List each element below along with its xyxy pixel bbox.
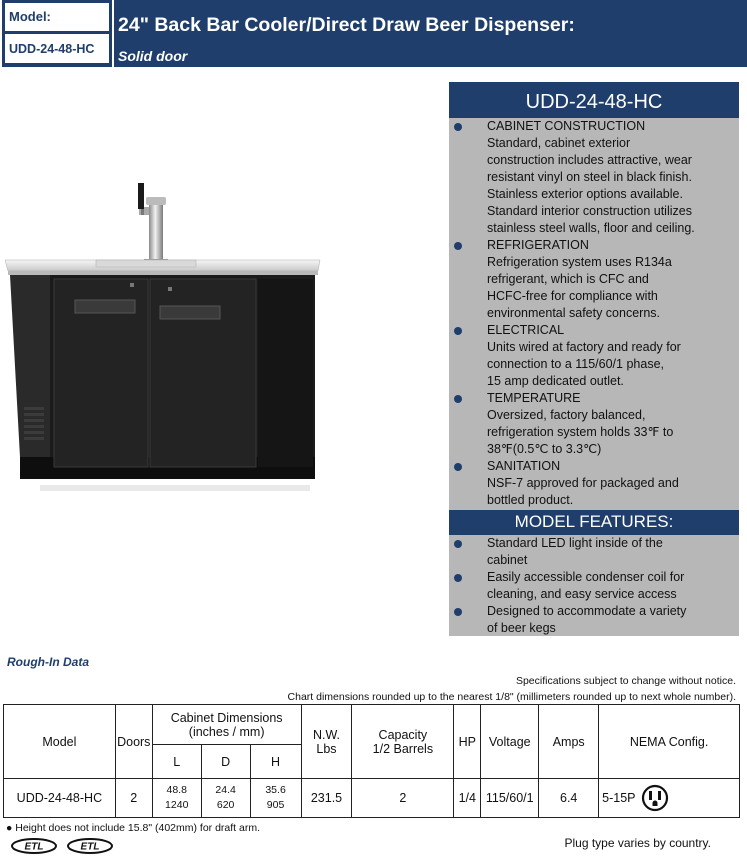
section-title: CABINET CONSTRUCTION — [487, 119, 646, 133]
bullet-icon — [454, 463, 462, 471]
note-rounding: Chart dimensions rounded up to the nearest 1/8" (millimeters rounded up to next whole number). — [287, 691, 736, 703]
cell-height-in: 35.6 — [265, 784, 286, 796]
section-line: 38℉(0.5℃ to 3.3℃) — [487, 442, 602, 456]
bullet-icon — [454, 242, 462, 250]
section-line: Stainless exterior options available. — [487, 187, 683, 201]
section-line: environmental safety concerns. — [487, 306, 661, 320]
section-line: refrigerant, which is CFC and — [487, 272, 649, 286]
feature-item — [449, 603, 739, 637]
header-model: Model — [4, 705, 116, 779]
draft-tower — [138, 183, 168, 267]
section-title: ELECTRICAL — [487, 323, 565, 337]
bullet-icon — [454, 327, 462, 335]
section-line: Standard, cabinet exterior — [487, 136, 631, 150]
rough-in-heading: Rough-In Data — [7, 655, 89, 669]
header-doors: Doors — [115, 705, 152, 779]
rough-in-table — [3, 704, 740, 818]
note-spec-change: Specifications subject to change without notice. — [515, 675, 736, 687]
etl-logo-icon — [66, 838, 114, 854]
cell-capacity: 2 — [352, 779, 454, 818]
model-value: UDD-24-48-HC — [5, 34, 109, 63]
header-cabinet-dimensions — [152, 705, 301, 745]
spec-sections — [449, 118, 739, 509]
header-d: D — [201, 745, 250, 779]
spec-section-temperature — [449, 390, 739, 458]
header-capacity-line2: 1/2 Barrels — [372, 741, 434, 756]
page-subtitle: Solid door — [118, 48, 188, 64]
door-left — [54, 279, 148, 467]
section-title: REFRIGERATION — [487, 238, 589, 252]
section-title: SANITATION — [487, 459, 561, 473]
spec-panel — [449, 82, 739, 636]
feature-item — [449, 569, 739, 603]
cell-height-mm: 905 — [266, 799, 285, 811]
page-title: 24" Back Bar Cooler/Direct Draw Beer Dispenser: — [118, 14, 575, 36]
cell-voltage: 115/60/1 — [481, 779, 539, 818]
cell-doors: 2 — [115, 779, 152, 818]
bullet-icon — [454, 123, 462, 131]
header-nw — [301, 705, 352, 779]
cell-height — [250, 779, 301, 818]
cell-length-in: 48.8 — [166, 784, 187, 796]
spec-section-electrical — [449, 322, 739, 390]
header-capacity-line1: Capacity — [378, 727, 428, 742]
header-hp: HP — [454, 705, 481, 779]
section-title: TEMPERATURE — [487, 391, 581, 405]
header-nw-line1: N.W. — [312, 727, 341, 742]
feature-list — [449, 535, 739, 637]
bullet-icon — [454, 608, 462, 616]
certification-logos — [10, 838, 114, 854]
spec-section-refrigeration — [449, 237, 739, 322]
bullet-icon — [454, 540, 462, 548]
header-nw-line2: Lbs — [316, 741, 337, 756]
cell-depth — [201, 779, 250, 818]
section-line: Standard interior construction utilizes — [487, 204, 692, 218]
nema-value: 5-15P — [602, 791, 636, 805]
section-line: Units wired at factory and ready for — [487, 340, 681, 354]
cell-nema — [599, 779, 740, 818]
model-label: Model: — [5, 3, 109, 31]
section-line: 15 amp dedicated outlet. — [487, 374, 624, 388]
header-cabinet-dim-line2: (inches / mm) — [188, 724, 265, 739]
table-header-row — [4, 705, 740, 745]
section-line: connection to a 115/60/1 phase, — [487, 357, 664, 371]
plug-outlet-icon — [641, 784, 669, 812]
section-line: bottled product. — [487, 493, 574, 507]
header-nema: NEMA Config. — [599, 705, 740, 779]
header-cabinet-dim-line1: Cabinet Dimensions — [170, 710, 283, 725]
feature-line: Designed to accommodate a variety — [487, 604, 687, 618]
bullet-icon — [454, 395, 462, 403]
svg-text:ETL: ETL — [80, 841, 100, 853]
section-line: construction includes attractive, wear — [487, 153, 692, 167]
footnote-plug: Plug type varies by country. — [564, 836, 711, 850]
section-line: stainless steel walls, floor and ceiling. — [487, 221, 695, 235]
etl-logo-icon — [10, 838, 58, 854]
feature-line: cleaning, and easy service access — [487, 587, 677, 601]
cell-model: UDD-24-48-HC — [4, 779, 116, 818]
section-line: refrigeration system holds 33℉ to — [487, 425, 674, 439]
cell-nw: 231.5 — [301, 779, 352, 818]
table-row — [4, 779, 740, 818]
section-line: HCFC-free for compliance with — [487, 289, 658, 303]
section-line: Oversized, factory balanced, — [487, 408, 646, 422]
section-line: resistant vinyl on steel in black finish. — [487, 170, 692, 184]
header-capacity — [352, 705, 454, 779]
spec-panel-model-heading: UDD-24-48-HC — [449, 82, 739, 118]
feature-line: Easily accessible condenser coil for — [487, 570, 685, 584]
feature-line: Standard LED light inside of the — [487, 536, 663, 550]
feature-line: cabinet — [487, 553, 528, 567]
header-h: H — [250, 745, 301, 779]
section-line: Refrigeration system uses R134a — [487, 255, 672, 269]
header-l: L — [152, 745, 201, 779]
feature-item — [449, 535, 739, 569]
cell-length — [152, 779, 201, 818]
header-voltage: Voltage — [481, 705, 539, 779]
header-model-block — [2, 0, 112, 67]
model-features-heading: MODEL FEATURES: — [449, 510, 739, 535]
cell-depth-in: 24.4 — [215, 784, 236, 796]
feature-line: of beer kegs — [487, 621, 556, 635]
footnote-height: ● Height does not include 15.8" (402mm) for draft arm. — [6, 822, 261, 834]
svg-text:ETL: ETL — [24, 841, 44, 853]
cell-amps: 6.4 — [539, 779, 599, 818]
cell-depth-mm: 620 — [216, 799, 235, 811]
header-amps: Amps — [539, 705, 599, 779]
product-image — [0, 175, 330, 505]
header-title-block — [114, 0, 747, 67]
spec-section-cabinet — [449, 118, 739, 237]
door-right — [150, 279, 256, 467]
cell-hp: 1/4 — [454, 779, 481, 818]
bullet-icon — [454, 574, 462, 582]
spec-section-sanitation — [449, 458, 739, 509]
cell-length-mm: 1240 — [165, 799, 189, 811]
section-line: NSF-7 approved for packaged and — [487, 476, 679, 490]
